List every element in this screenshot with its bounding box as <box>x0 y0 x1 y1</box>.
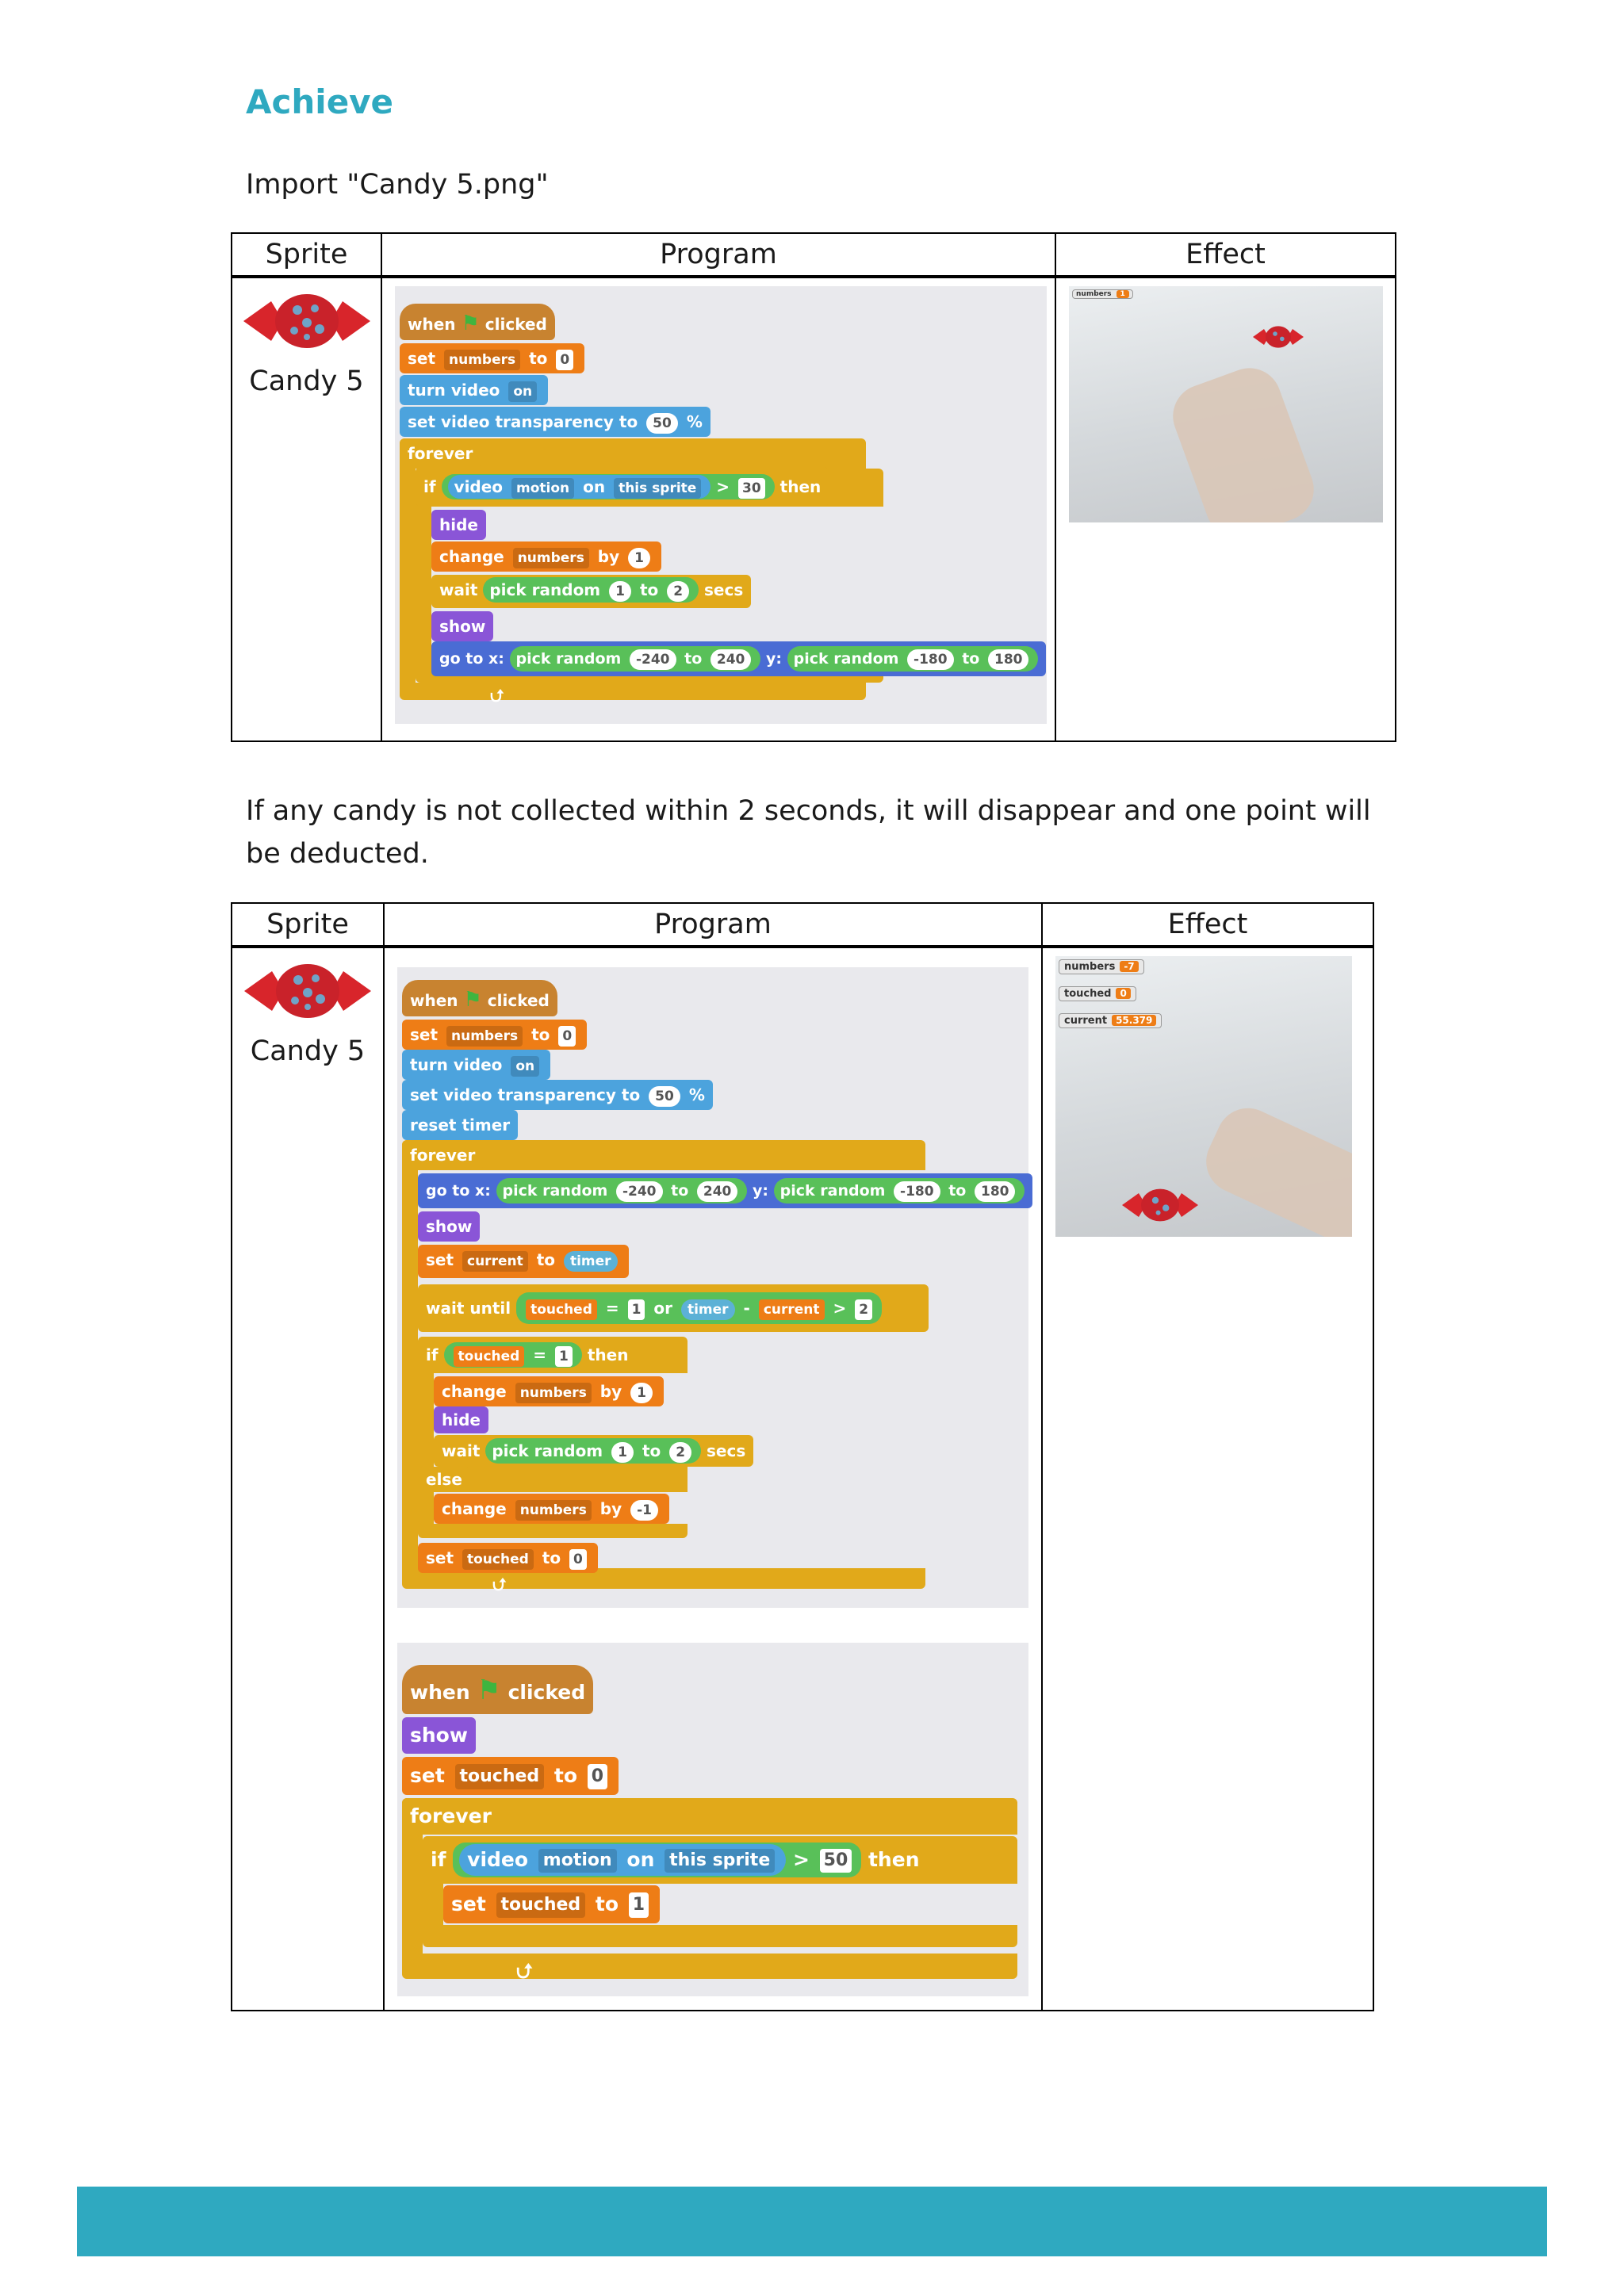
value-input[interactable]: 1 <box>629 1892 649 1918</box>
variable-dropdown[interactable]: current <box>462 1251 528 1272</box>
block-text: timer <box>462 1115 511 1135</box>
video-state-dropdown[interactable]: on <box>508 381 537 402</box>
value-input[interactable]: -1 <box>630 1500 658 1521</box>
description-text: If any candy is not collected within 2 seconds, it will disappear and one point will be deducted. <box>246 795 1371 870</box>
header-effect: Effect <box>1055 233 1396 277</box>
value-input[interactable]: 0 <box>569 1549 587 1570</box>
candy-icon <box>243 289 370 353</box>
video-state-dropdown[interactable]: on <box>511 1056 539 1077</box>
block-text: video <box>467 1848 529 1871</box>
header-program: Program <box>384 903 1042 947</box>
block-text: = <box>605 1299 619 1318</box>
wait-block[interactable] <box>431 575 751 608</box>
block-text: to <box>948 1182 967 1200</box>
change-numbers-negative-block[interactable] <box>434 1494 669 1524</box>
value-input[interactable]: 0 <box>556 350 573 370</box>
block-text: set <box>410 1764 445 1787</box>
block-text: if <box>426 1345 439 1364</box>
block-text: set <box>408 349 436 368</box>
block-text: by <box>597 547 620 566</box>
block-text: = <box>533 1345 547 1364</box>
block-text: secs <box>707 1441 746 1460</box>
value-input[interactable]: 2 <box>667 581 689 602</box>
block-text: set <box>451 1892 486 1915</box>
script-area-3 <box>397 1643 1028 1996</box>
loop-arrow-icon: ⮍ <box>516 1960 533 1984</box>
block-text: wait <box>442 1441 481 1460</box>
hide-block[interactable]: hide <box>434 1406 488 1433</box>
block-text: turn <box>410 1055 448 1074</box>
block-text: clicked <box>508 1681 586 1704</box>
header-effect: Effect <box>1042 903 1373 947</box>
else-label: else <box>418 1467 470 1492</box>
pick-random-reporter[interactable] <box>485 1438 701 1464</box>
block-text: % <box>686 412 703 431</box>
value-input[interactable]: 1 <box>628 548 650 568</box>
block-text: when <box>410 991 458 1010</box>
timer-reporter[interactable]: timer <box>564 1251 618 1272</box>
value-input[interactable]: 2 <box>669 1442 691 1463</box>
block-text: change <box>442 1499 507 1518</box>
block-text: change <box>439 547 504 566</box>
candy-sprite-icon <box>1122 1186 1198 1224</box>
block-text: video <box>443 1085 492 1104</box>
value-input[interactable]: 240 <box>697 1181 738 1202</box>
video-motion-reporter[interactable] <box>448 475 711 499</box>
block-text: set <box>410 1085 439 1104</box>
block-text: to <box>684 650 703 668</box>
value-input[interactable]: 180 <box>988 649 1029 670</box>
when-flag-clicked-block[interactable] <box>402 980 557 1016</box>
value-input[interactable]: 0 <box>558 1026 576 1047</box>
monitor-value: 55.379 <box>1112 1015 1156 1026</box>
monitor-label: numbers <box>1076 290 1112 298</box>
block-text: change <box>442 1382 507 1401</box>
touched-reporter[interactable]: touched <box>526 1299 597 1320</box>
value-input[interactable]: -180 <box>907 649 954 670</box>
block-text: clicked <box>487 991 550 1010</box>
show-block[interactable]: show <box>431 611 493 641</box>
block-text: transparency <box>495 412 614 431</box>
sprite-cell <box>232 947 384 2011</box>
numbers-monitor <box>1072 289 1133 299</box>
stage-preview-2 <box>1055 956 1352 1237</box>
program-table-1 <box>231 232 1396 742</box>
intro-text: Import "Candy 5.png" <box>246 169 549 201</box>
block-text: pick random <box>515 650 622 668</box>
block-text: to <box>542 1548 561 1567</box>
block-text: pick random <box>779 1182 886 1200</box>
block-text: then <box>779 477 822 496</box>
monitor-label: numbers <box>1064 961 1116 973</box>
block-text: if <box>423 477 436 496</box>
footer-bar <box>77 2187 1547 2256</box>
variable-dropdown[interactable]: touched <box>462 1549 534 1570</box>
value-input[interactable]: 1 <box>628 1299 645 1320</box>
go-to-xy-block[interactable] <box>431 641 1046 676</box>
block-text: secs <box>704 580 744 599</box>
block-text: to <box>465 650 484 668</box>
section-heading: Achieve <box>246 82 394 121</box>
block-text: - <box>743 1299 750 1318</box>
or-operator[interactable] <box>516 1292 882 1324</box>
green-flag-icon: ⚑ <box>477 1674 501 1706</box>
value-input[interactable]: 50 <box>649 1086 680 1107</box>
value-input[interactable]: 50 <box>820 1849 852 1873</box>
block-text: set <box>426 1250 454 1269</box>
touched-reporter[interactable]: touched <box>454 1346 525 1367</box>
green-flag-icon: ⚑ <box>461 312 480 335</box>
block-text: on <box>626 1848 655 1871</box>
candy-icon <box>244 959 371 1023</box>
block-text: go <box>439 650 461 668</box>
block-text: to <box>536 1250 555 1269</box>
value-input[interactable]: 240 <box>710 649 752 670</box>
green-flag-icon: ⚑ <box>463 988 482 1012</box>
candy-sprite-icon <box>1253 324 1304 350</box>
wait-until-block[interactable] <box>418 1284 929 1332</box>
monitor-label: touched <box>1064 988 1112 1000</box>
hand-image <box>1196 1098 1352 1237</box>
block-text: pick random <box>793 650 899 668</box>
block-text: to <box>962 650 980 668</box>
variable-dropdown[interactable]: touched <box>455 1764 545 1789</box>
monitor-value: 1 <box>1116 290 1129 298</box>
header-program: Program <box>381 233 1055 277</box>
program-cell <box>381 277 1055 741</box>
pick-random-reporter[interactable] <box>510 646 761 672</box>
set-numbers-block[interactable] <box>400 343 584 373</box>
block-text: transparency <box>497 1085 616 1104</box>
change-numbers-block[interactable] <box>434 1376 664 1406</box>
variable-dropdown[interactable]: numbers <box>513 548 589 568</box>
block-text: until <box>469 1299 511 1318</box>
pick-random-reporter[interactable] <box>496 1178 748 1203</box>
block-text: to <box>639 580 659 599</box>
block-text: > <box>792 1848 810 1871</box>
block-text: video <box>441 412 490 431</box>
block-text: wait <box>426 1299 465 1318</box>
effect-cell <box>1042 947 1373 2011</box>
variable-dropdown[interactable]: numbers <box>446 1026 523 1047</box>
wait-block[interactable] <box>434 1435 753 1467</box>
when-flag-clicked-block[interactable] <box>400 304 555 340</box>
block-text: then <box>587 1345 629 1364</box>
value-input[interactable]: 1 <box>555 1346 573 1367</box>
value-input[interactable]: 180 <box>975 1181 1016 1202</box>
current-reporter[interactable]: current <box>759 1299 825 1320</box>
go-to-xy-block[interactable] <box>418 1173 1032 1208</box>
loop-arrow-icon: ⮍ <box>490 687 504 706</box>
attribute-dropdown[interactable]: motion <box>511 478 574 499</box>
loop-arrow-icon: ⮍ <box>492 1575 507 1595</box>
sprite-cell <box>232 277 381 741</box>
block-text: to <box>531 1025 550 1044</box>
block-text: x: <box>475 1182 491 1200</box>
block-text: go <box>426 1182 447 1200</box>
block-text: > <box>833 1299 847 1318</box>
variable-dropdown[interactable]: numbers <box>444 350 520 370</box>
block-text: when <box>410 1681 470 1704</box>
current-monitor <box>1059 1013 1162 1028</box>
forever-label: forever <box>402 1140 483 1170</box>
block-text: video <box>454 477 504 496</box>
block-text: y: <box>753 1182 768 1200</box>
target-dropdown[interactable]: this sprite <box>665 1849 775 1873</box>
effect-cell <box>1055 277 1396 741</box>
block-text: by <box>599 1382 622 1401</box>
block-text: to <box>553 1764 578 1787</box>
block-text: set <box>410 1025 439 1044</box>
value-input[interactable]: 0 <box>588 1764 607 1789</box>
set-touched-block[interactable] <box>418 1543 598 1573</box>
touched-monitor <box>1059 986 1136 1001</box>
block-text: by <box>599 1499 622 1518</box>
block-text: then <box>868 1848 920 1871</box>
script-area-2 <box>397 967 1028 1608</box>
target-dropdown[interactable]: this sprite <box>614 478 701 499</box>
value-input[interactable]: 2 <box>855 1299 872 1320</box>
block-text: pick random <box>492 1441 603 1460</box>
block-text: when <box>408 315 456 334</box>
turn-video-block[interactable] <box>402 1050 550 1080</box>
stage-preview-1 <box>1069 286 1383 522</box>
block-text: pick random <box>489 580 601 599</box>
show-block[interactable]: show <box>402 1717 476 1754</box>
set-touched-one-block[interactable] <box>443 1885 660 1923</box>
block-text: clicked <box>485 315 547 334</box>
header-sprite: Sprite <box>232 903 384 947</box>
monitor-value: -7 <box>1120 961 1138 972</box>
block-text: y: <box>766 650 782 668</box>
block-text: wait <box>439 580 478 599</box>
value-input[interactable]: 30 <box>738 478 765 499</box>
timer-reporter[interactable]: timer <box>681 1299 735 1320</box>
if-header <box>423 1836 928 1884</box>
block-text: or <box>653 1299 672 1318</box>
script-area-1 <box>395 286 1047 724</box>
greater-than-operator[interactable] <box>442 474 775 499</box>
video-motion-reporter[interactable] <box>459 1844 786 1876</box>
set-numbers-block[interactable] <box>402 1020 587 1050</box>
turn-video-block[interactable] <box>400 375 548 405</box>
sprite-name: Candy 5 <box>249 365 364 397</box>
reset-timer-block[interactable] <box>402 1110 518 1140</box>
block-text: x: <box>488 650 504 668</box>
monitor-value: 0 <box>1116 988 1130 999</box>
block-text: to <box>529 349 548 368</box>
block-text: to <box>671 1182 689 1200</box>
variable-dropdown[interactable]: numbers <box>515 1383 592 1403</box>
variable-dropdown[interactable]: touched <box>496 1892 586 1918</box>
set-current-block[interactable] <box>418 1245 629 1278</box>
forever-label: forever <box>402 1798 500 1835</box>
program-table-2 <box>231 902 1374 2011</box>
pick-random-reporter[interactable] <box>787 646 1039 672</box>
block-text: to <box>452 1182 470 1200</box>
if-header <box>416 467 829 507</box>
block-text: to <box>595 1892 619 1915</box>
value-input[interactable]: -240 <box>630 649 676 670</box>
numbers-monitor <box>1059 959 1144 974</box>
block-text: video <box>453 1055 503 1074</box>
value-input[interactable]: 1 <box>630 1383 653 1403</box>
value-input[interactable]: 50 <box>646 413 678 434</box>
block-text: to <box>621 1085 641 1104</box>
block-text: on <box>583 477 606 496</box>
forever-label: forever <box>400 438 481 469</box>
value-input[interactable]: 1 <box>611 1442 634 1463</box>
block-text: turn <box>408 381 446 400</box>
equals-operator[interactable] <box>444 1342 582 1368</box>
hide-block[interactable]: hide <box>431 510 486 540</box>
hand-image <box>1164 359 1323 522</box>
block-text: % <box>688 1085 705 1104</box>
program-cell <box>384 947 1042 2011</box>
value-input[interactable]: -180 <box>894 1181 940 1202</box>
set-touched-block[interactable] <box>402 1757 619 1795</box>
set-video-transparency-block[interactable] <box>402 1080 713 1110</box>
value-input[interactable]: -240 <box>616 1181 663 1202</box>
block-text: > <box>716 477 730 496</box>
value-input[interactable]: 1 <box>609 581 631 602</box>
block-text: if <box>431 1848 446 1871</box>
variable-dropdown[interactable]: numbers <box>515 1500 592 1521</box>
sprite-name: Candy 5 <box>250 1035 366 1067</box>
block-text: set <box>408 412 436 431</box>
show-block[interactable]: show <box>418 1211 480 1242</box>
block-text: to <box>642 1441 661 1460</box>
pick-random-reporter[interactable] <box>774 1178 1025 1203</box>
block-text: to <box>619 412 638 431</box>
monitor-label: current <box>1064 1015 1108 1027</box>
block-text: reset <box>410 1115 457 1135</box>
attribute-dropdown[interactable]: motion <box>538 1849 617 1873</box>
block-text: set <box>426 1548 454 1567</box>
block-text: video <box>450 381 500 400</box>
greater-than-operator[interactable] <box>453 1843 861 1877</box>
change-numbers-block[interactable] <box>431 541 661 572</box>
header-sprite: Sprite <box>232 233 381 277</box>
if-header <box>418 1337 636 1373</box>
set-video-transparency-block[interactable] <box>400 407 710 437</box>
when-flag-clicked-block[interactable] <box>402 1665 593 1714</box>
block-text: pick random <box>502 1182 608 1200</box>
pick-random-reporter[interactable] <box>483 577 699 603</box>
